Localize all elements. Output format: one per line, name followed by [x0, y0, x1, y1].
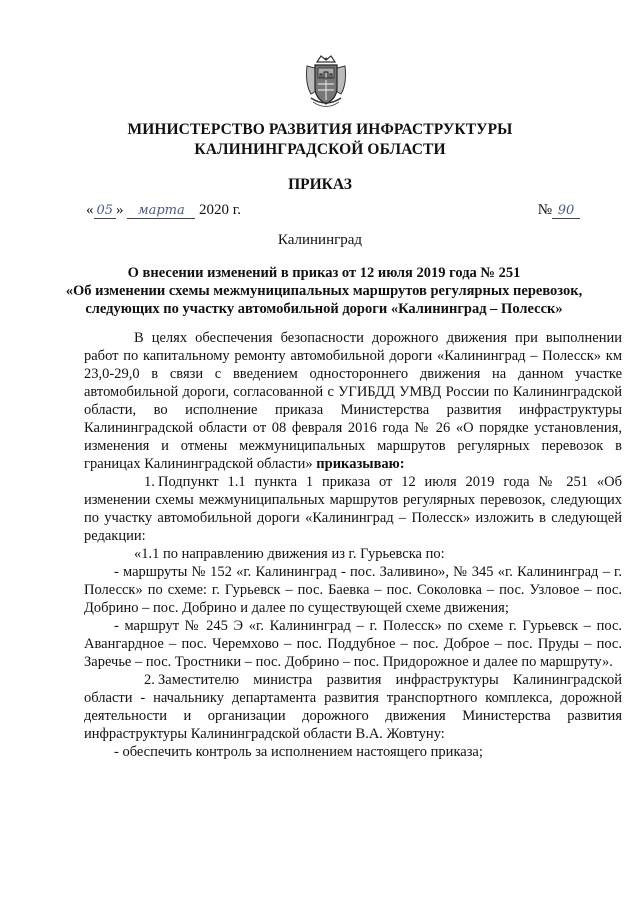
coat-of-arms-icon [303, 54, 349, 112]
date-open-quote: « [86, 202, 94, 218]
number-label: № [537, 202, 552, 218]
order-date [86, 202, 241, 219]
date-month-handwritten: марта [127, 204, 195, 219]
order-body [84, 329, 622, 761]
item-2-text: Заместителю министра развития инфраструктуры Калининградской области - начальнику департамента развития транспортного комплекса, дорожной деятельности и организации дорожного движения Министерства развития инфраструктуры Калининградской области В.А. Жовтуну: [84, 672, 622, 742]
city: Калининград [277, 232, 363, 248]
route-paragraph-a: - маршруты № 152 «г. Калининград - пос. Заливино», № 345 «г. Калининград – г. Полесск» по схеме: г. Гурьевск – пос. Баевка – пос. Соколовка – пос. Узловое – пос. Добрино – пос. Добрино и далее по существующей схеме движения; [84, 564, 622, 616]
ministry-name-line1: МИНИСТЕРСТВО РАЗВИТИЯ ИНФРАСТРУКТУРЫ [127, 121, 513, 138]
route-paragraph-b: - маршрут № 245 Э «г. Калининград – г. Полесск» по схеме г. Гурьевск – пос. Авангардное – пос. Черемхово – пос. Поддубное – пос. Доброе – пос. Пруды – пос. Заречье – пос. Тростники – пос. Добрино – пос. Придорожное и далее по маршруту». [84, 618, 622, 670]
date-day-handwritten: 05 [94, 204, 117, 219]
date-year: 2020 г. [199, 202, 242, 218]
document-type: ПРИКАЗ [288, 176, 352, 193]
item-2-subitem: - обеспечить контроль за исполнением настоящего приказа; [114, 744, 483, 760]
quote-intro: «1.1 по направлению движения из г. Гурьевска по: [134, 546, 445, 562]
number-value-handwritten: 90 [552, 204, 580, 219]
preamble-command: приказываю: [316, 456, 405, 472]
ministry-name [60, 120, 580, 160]
subject-line1: О внесении изменений в приказ от 12 июля 2019 года № 251 [127, 265, 521, 281]
subject-line3: следующих по участку автомобильной дороги «Калининград – Полесск» [85, 301, 563, 317]
item-1-text: Подпункт 1.1 пункта 1 приказа от 12 июля 2019 года № 251 «Об изменении схемы межмуниципальных маршрутов регулярных перевозок, следующих по участку автомобильной дороги «Калининград – Полесск» изложить в следующей редакции: [84, 474, 622, 544]
order-subject [64, 264, 584, 318]
preamble-paragraph [84, 329, 622, 473]
preamble-text: В целях обеспечения безопасности дорожного движения при выполнении работ по капитальному ремонту автомобильной дороги «Калининград – Полесск» км 23,0-29,0 в связи с введением одностороннего движения на данном участке автомобильной дороги, согласованной с УГИБДД УМВД России по Калининградской области, во исполнение приказа Министерства развития инфраструктуры Калининградской области от 08 февраля 2016 года № 26 «О порядке установления, изменения и отмены межмуниципальных маршрутов регулярных перевозок в границах Калининградской области» [84, 330, 622, 472]
ministry-name-line2: КАЛИНИНГРАДСКОЙ ОБЛАСТИ [194, 141, 446, 158]
date-close-quote: » [116, 202, 124, 218]
subject-line2: «Об изменении схемы межмуниципальных маршрутов регулярных перевозок, [65, 283, 583, 299]
item-1-number: 1. [144, 474, 155, 490]
item-2 [84, 671, 622, 743]
item-2-number: 2. [144, 672, 155, 688]
item-1 [84, 473, 622, 545]
order-number [538, 202, 580, 219]
